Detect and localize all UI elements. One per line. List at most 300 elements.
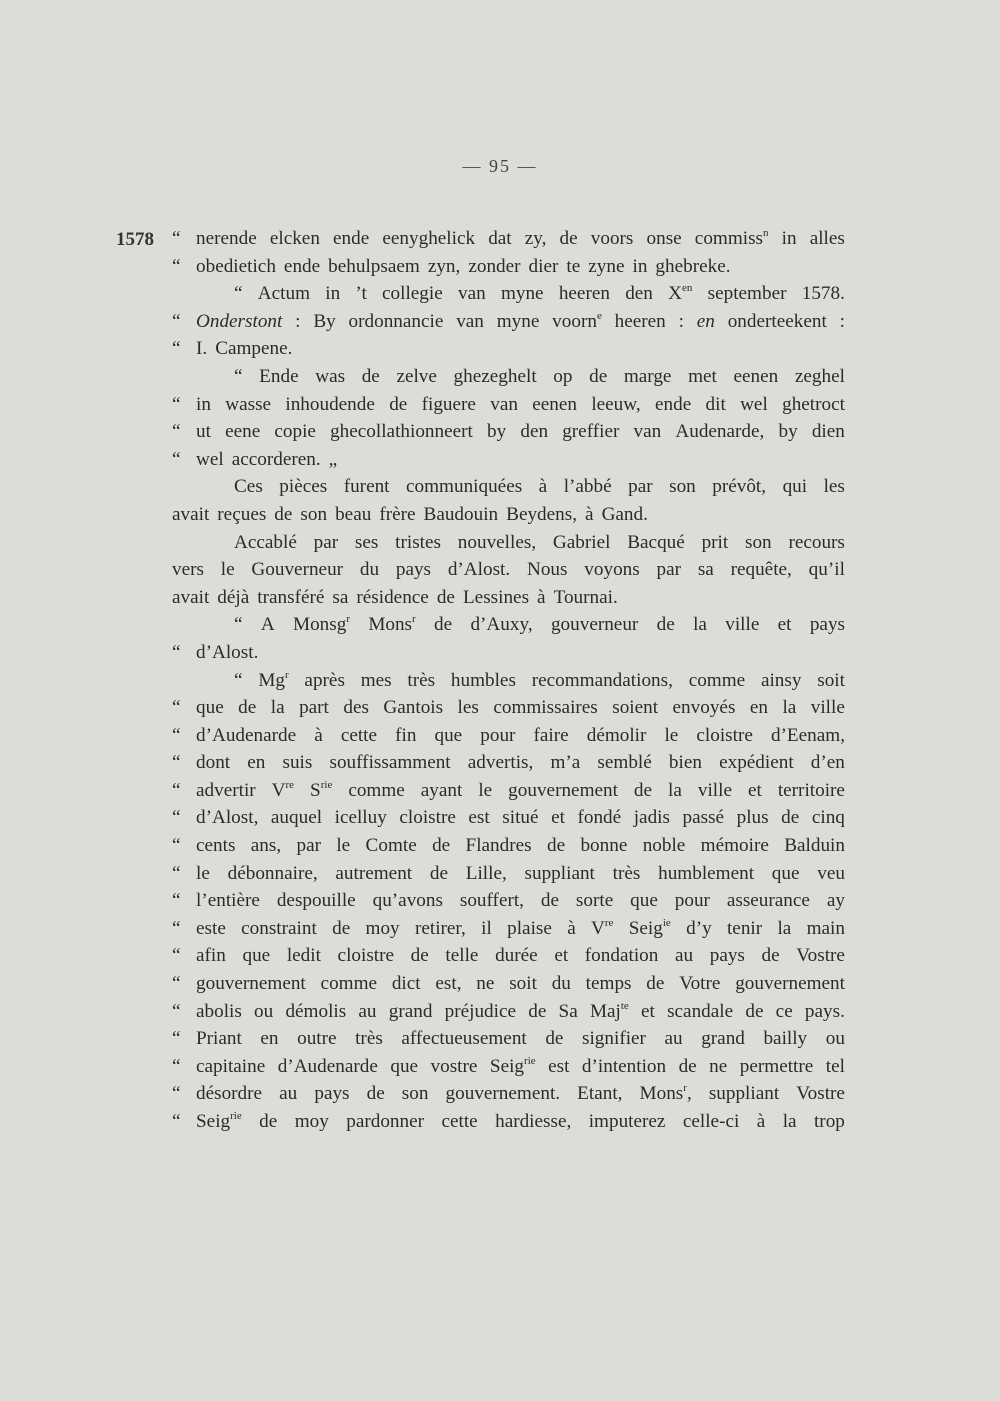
word: ghecollathionneert — [330, 421, 473, 443]
word: “ — [234, 365, 243, 387]
word: eenyghelick — [382, 228, 476, 249]
text-line — [172, 1108, 845, 1136]
word: de — [589, 365, 608, 387]
quote-mark: “ — [172, 393, 181, 415]
word: ghezeghelt — [453, 365, 537, 387]
word: d’intention — [581, 1055, 667, 1077]
quote-mark: “ — [172, 310, 181, 332]
word: celle-ci — [682, 1111, 740, 1132]
word: de — [540, 890, 560, 912]
word: 1578. — [801, 283, 845, 305]
line-text — [196, 832, 845, 860]
word: que — [434, 724, 463, 746]
text-line — [172, 860, 845, 888]
word: Ende — [259, 365, 299, 387]
word: cloistre — [399, 807, 456, 829]
word: comme — [348, 779, 405, 801]
word: ghebreke. — [655, 255, 731, 277]
word: Lessines — [462, 586, 530, 608]
word: dier — [528, 255, 559, 277]
quote-mark: “ — [172, 1000, 181, 1022]
word: inhoudende — [285, 393, 375, 415]
word: telle — [445, 945, 479, 967]
word: pardonner — [346, 1111, 425, 1132]
line-text — [196, 418, 845, 446]
word: leeuw, — [591, 393, 641, 415]
word: Flandres — [465, 835, 532, 857]
word: $S^{rie}$ — [310, 778, 333, 801]
word: de — [366, 1083, 385, 1105]
line-text — [196, 225, 845, 253]
word: requête, — [730, 559, 792, 581]
word: est — [548, 1055, 570, 1077]
word: van — [490, 393, 518, 415]
word: eene — [225, 421, 261, 443]
word: Onderstont — [196, 310, 283, 332]
word: elcken — [269, 228, 320, 249]
word: d’Alost. — [447, 559, 511, 581]
word: et — [641, 1000, 655, 1022]
word: le — [220, 559, 235, 581]
word: ou — [825, 1028, 845, 1050]
word: ses — [354, 531, 379, 553]
word: au — [674, 945, 694, 967]
word: soit — [509, 973, 537, 995]
text-line — [172, 970, 845, 998]
quote-mark: “ — [172, 228, 181, 249]
word: advertir — [196, 779, 256, 801]
word: frère — [379, 503, 416, 525]
word: zy, — [524, 228, 547, 249]
quote-mark: “ — [172, 862, 181, 884]
word: ou — [254, 1000, 274, 1022]
word: les — [823, 476, 845, 498]
word: à — [756, 1111, 766, 1132]
line-text — [196, 694, 845, 722]
word: van — [456, 310, 484, 332]
word: Gantois — [383, 697, 444, 719]
word: Seig$^{rie}$ — [489, 1054, 536, 1077]
word: de — [781, 807, 800, 829]
text-line — [172, 253, 845, 281]
word: in — [632, 255, 648, 277]
word: onse — [646, 228, 682, 249]
word: By — [313, 310, 336, 332]
text-line — [172, 611, 845, 639]
word: outre — [297, 1028, 337, 1050]
word: zyne — [588, 255, 625, 277]
word: voors — [590, 228, 634, 249]
word: et — [554, 945, 569, 967]
word: la — [270, 697, 285, 719]
word: Priant — [196, 1028, 242, 1050]
word: accorderen. — [231, 448, 321, 470]
word: Accablé — [234, 531, 297, 553]
quote-mark: “ — [172, 807, 181, 829]
word: de — [761, 945, 780, 967]
line-text — [196, 998, 845, 1026]
word: débonnaire, — [227, 862, 318, 884]
word: que — [630, 890, 658, 912]
word: désordre — [196, 1083, 263, 1105]
line-text — [234, 280, 845, 308]
word: Vostre — [796, 1083, 845, 1105]
quote-mark: “ — [172, 973, 181, 995]
word: ville — [810, 697, 845, 719]
word: Actum — [257, 283, 310, 305]
word: ville — [725, 614, 760, 636]
word: ville — [697, 779, 732, 801]
text-line — [172, 308, 845, 336]
word: qui — [782, 476, 808, 498]
word: la — [782, 697, 797, 719]
quote-mark: “ — [172, 779, 181, 801]
word: veu — [817, 862, 845, 884]
word: Nous — [526, 559, 568, 581]
word: de — [432, 835, 451, 857]
text-line — [172, 777, 845, 805]
word: mes — [360, 669, 392, 691]
word: noble — [642, 835, 686, 857]
word: behulpsaem — [328, 255, 420, 277]
word: zyn, — [427, 255, 461, 277]
quote-mark: “ — [172, 724, 181, 746]
word: par — [656, 559, 682, 581]
word: van — [633, 421, 662, 443]
word: scandale — [667, 1000, 734, 1022]
word: que — [771, 862, 800, 884]
word: très — [355, 1028, 383, 1050]
word: permettre — [739, 1055, 814, 1077]
word: de — [656, 614, 675, 636]
word: la — [777, 917, 792, 939]
word: was — [315, 365, 346, 387]
word: by — [778, 421, 798, 443]
quote-mark: “ — [172, 421, 181, 443]
word: prévôt, — [712, 476, 767, 498]
word: Mons$^r$ — [368, 613, 416, 636]
word: de — [678, 1055, 697, 1077]
word: bailly — [763, 1028, 808, 1050]
word: recours — [788, 531, 845, 553]
word: grand — [388, 1000, 433, 1022]
word: dit — [705, 393, 726, 415]
word: fondé — [577, 807, 622, 829]
word: du — [551, 973, 571, 995]
word: “ — [234, 283, 243, 305]
word: Tournai. — [553, 586, 618, 608]
word: à — [585, 503, 594, 525]
word: imputerez — [588, 1111, 666, 1132]
word: en — [260, 1028, 279, 1050]
word: ende — [654, 393, 692, 415]
text-line — [172, 501, 845, 529]
word: expédient — [719, 752, 794, 774]
text-line — [172, 915, 845, 943]
word: de — [259, 1111, 278, 1132]
word: vers — [172, 559, 204, 581]
word: de — [389, 393, 408, 415]
word: gouvernement — [196, 973, 306, 995]
word: avait — [172, 503, 210, 525]
word: advertis, — [467, 752, 534, 774]
word: september — [707, 283, 787, 305]
word: cette — [441, 1111, 478, 1132]
line-text — [172, 584, 845, 612]
word: jadis — [633, 807, 670, 829]
body-text — [172, 225, 845, 1136]
word: este — [196, 917, 226, 939]
word: met — [688, 365, 717, 387]
word: par — [628, 476, 653, 498]
word: après — [304, 669, 345, 691]
word: comme — [688, 669, 746, 691]
word: wel — [740, 393, 768, 415]
word: très — [407, 669, 436, 691]
word: marge — [623, 365, 672, 387]
line-text — [196, 970, 845, 998]
word: de — [633, 779, 653, 801]
word: abolis — [196, 1000, 242, 1022]
word: ende — [333, 228, 370, 249]
line-text — [196, 915, 845, 943]
word: comme — [320, 973, 378, 995]
word: Gouverneur — [251, 559, 344, 581]
line-text — [172, 556, 845, 584]
word: en — [696, 310, 715, 332]
word: cents — [196, 835, 236, 857]
word: ghetroct — [782, 393, 845, 415]
word: copie — [274, 421, 316, 443]
word: cloistre — [337, 945, 395, 967]
word: Audenarde, — [675, 421, 765, 443]
word: wasse — [225, 393, 272, 415]
word: d’Alost, — [196, 807, 259, 829]
quote-mark: “ — [172, 641, 181, 663]
word: “ — [234, 669, 243, 691]
word: gouverneur — [550, 614, 639, 636]
word: soit — [817, 669, 845, 691]
word: d’Alost. — [196, 641, 259, 663]
word: Beydens, — [506, 503, 578, 525]
word: alles — [809, 228, 845, 249]
word: bonne — [580, 835, 628, 857]
line-text — [196, 446, 845, 474]
word: son — [401, 1083, 429, 1105]
word: plus — [736, 807, 769, 829]
word: ne — [476, 973, 495, 995]
word: tristes — [395, 531, 441, 553]
word: de — [429, 862, 448, 884]
word: prit — [701, 531, 729, 553]
word: Sa — [558, 1000, 578, 1022]
word: d’y — [686, 917, 712, 939]
word: gouvernement. — [445, 1083, 561, 1105]
word: Mons$^r$, — [639, 1082, 692, 1105]
word: d’Eenam, — [770, 724, 845, 746]
line-text — [196, 749, 845, 777]
word: afin — [196, 945, 226, 967]
word: mémoire — [700, 835, 769, 857]
word: qu’avons — [372, 890, 443, 912]
line-text — [196, 1080, 845, 1108]
word: eenen — [532, 393, 578, 415]
word: passé — [682, 807, 725, 829]
word: cloistre — [696, 724, 753, 746]
word: Campene. — [215, 338, 293, 360]
word: que — [242, 945, 271, 967]
word: pays — [709, 945, 745, 967]
word: à — [538, 476, 548, 498]
word: ainsy — [760, 669, 802, 691]
text-line — [172, 335, 845, 363]
word: recommandations, — [531, 669, 673, 691]
text-line — [172, 887, 845, 915]
line-text — [196, 335, 845, 363]
word: le — [336, 835, 351, 857]
word: plaise — [507, 917, 552, 939]
word: à — [567, 917, 576, 939]
word: que — [196, 697, 224, 719]
word: que — [390, 1055, 419, 1077]
word: déjà — [217, 586, 250, 608]
word: Seig$^{rie}$ — [196, 1110, 242, 1132]
word: suppliant — [524, 862, 595, 884]
word: démolir — [586, 724, 647, 746]
word: d’Audenarde — [277, 1055, 378, 1077]
word: capitaine — [196, 1055, 266, 1077]
word: figuere — [421, 393, 476, 415]
word: est — [468, 807, 490, 829]
word: de — [410, 945, 429, 967]
word: au — [279, 1083, 298, 1105]
word: ayant — [420, 779, 463, 801]
text-line — [172, 225, 845, 253]
word: est, — [435, 973, 462, 995]
word: hardiesse, — [495, 1111, 572, 1132]
word: voorn$^e$ — [552, 309, 602, 332]
word: suis — [282, 752, 313, 774]
word: au — [358, 1000, 377, 1022]
word: la — [693, 614, 707, 636]
word: commiss$^n$ — [694, 227, 769, 249]
line-text — [196, 942, 845, 970]
word: soient — [612, 697, 659, 719]
line-text — [196, 777, 845, 805]
word: pays — [395, 559, 432, 581]
quote-mark: “ — [172, 255, 181, 277]
line-text — [234, 363, 845, 391]
word: la — [782, 1111, 797, 1132]
word: cinq — [811, 807, 845, 829]
word: Etant, — [577, 1083, 623, 1105]
word: au — [664, 1028, 683, 1050]
line-text — [196, 1025, 845, 1053]
word: et — [747, 779, 762, 801]
word: : — [295, 310, 301, 332]
line-text — [234, 473, 845, 501]
word: de — [546, 835, 566, 857]
word: l’abbé — [563, 476, 612, 498]
word: van — [457, 283, 486, 305]
word: autrement — [335, 862, 413, 884]
word: temps — [585, 973, 632, 995]
word: Seig$^{ie}$ — [628, 916, 671, 939]
word: résidence — [356, 586, 429, 608]
word: envoyés — [672, 697, 736, 719]
word: qu’il — [808, 559, 845, 581]
word: ordonnancie — [348, 310, 444, 332]
word: ut — [196, 421, 211, 443]
text-line — [172, 1025, 845, 1053]
word: I. — [196, 338, 208, 360]
word: obedietich — [196, 255, 276, 277]
word: souffissamment — [329, 752, 451, 774]
text-line — [172, 722, 845, 750]
word: constraint — [241, 917, 317, 939]
word: ans, — [250, 835, 282, 857]
word: de — [559, 228, 578, 249]
word: $X^{en}$ — [668, 282, 693, 305]
line-text — [196, 887, 845, 915]
line-text — [196, 804, 845, 832]
word: souffert, — [459, 890, 524, 912]
text-line — [172, 694, 845, 722]
word: pays — [809, 614, 845, 636]
quote-mark: “ — [172, 917, 181, 939]
quote-mark: “ — [172, 1111, 181, 1132]
quote-mark: “ — [172, 752, 181, 774]
word: en — [749, 697, 768, 719]
word: ce — [775, 1000, 793, 1022]
word: Bacqué — [627, 531, 685, 553]
word: le — [196, 862, 210, 884]
word: d’Audenarde — [196, 724, 297, 746]
text-line — [172, 998, 845, 1026]
word: de — [434, 614, 453, 636]
word: suppliant — [708, 1083, 780, 1105]
word: à — [537, 586, 546, 608]
word: asseurance — [726, 890, 810, 912]
word: et — [551, 807, 565, 829]
line-text — [196, 253, 845, 281]
word: durée — [495, 945, 538, 967]
quote-mark: “ — [172, 890, 181, 912]
word: Lille, — [465, 862, 507, 884]
text-line — [172, 942, 845, 970]
word: et — [777, 614, 792, 636]
word: Votre — [679, 973, 721, 995]
word: en — [247, 752, 266, 774]
word: Ces — [234, 476, 263, 498]
word: situé — [502, 807, 539, 829]
word: pièces — [279, 476, 328, 498]
word: sorte — [575, 890, 614, 912]
word: de — [361, 365, 380, 387]
line-text — [196, 639, 845, 667]
word: moy — [294, 1111, 329, 1132]
word: de — [436, 586, 455, 608]
word: cette — [340, 724, 378, 746]
word: greffier — [562, 421, 620, 443]
word: despouille — [276, 890, 356, 912]
word: gouvernement — [735, 973, 845, 995]
word: ay — [826, 890, 845, 912]
word: de — [646, 973, 665, 995]
word: Gand. — [601, 503, 648, 525]
word: la — [668, 779, 682, 801]
quote-mark: “ — [172, 697, 181, 719]
